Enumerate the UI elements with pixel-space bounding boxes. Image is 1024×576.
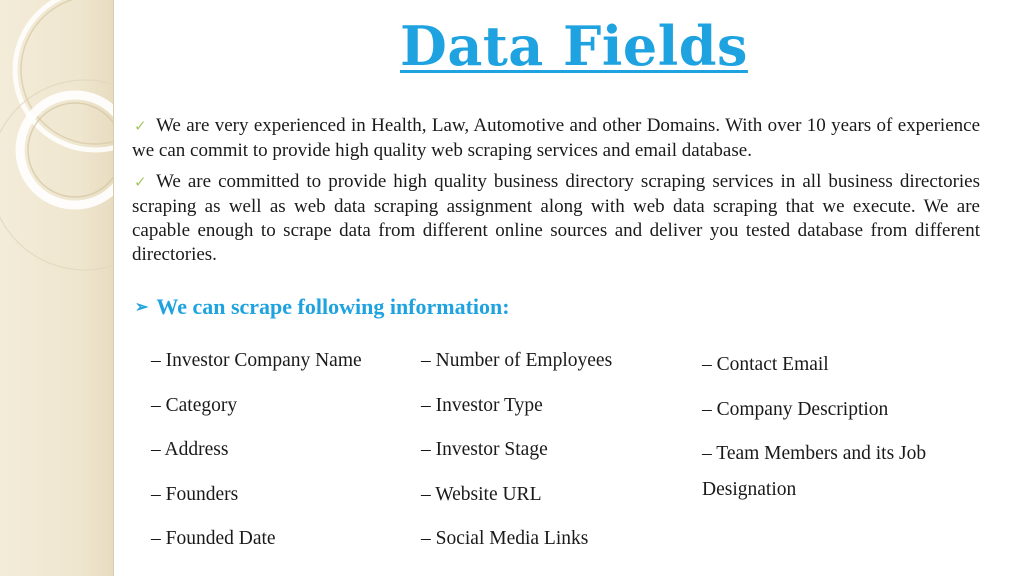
arrow-right-icon: ➢: [135, 299, 149, 316]
bullet-text: We are very experienced in Health, Law, Automotive and other Domains. With over 10 years of experience we can commit to provide high quality web scraping services and email database.: [132, 115, 980, 161]
field-founded-date: – Founded Date: [151, 528, 276, 549]
field-investor-stage: – Investor Stage: [421, 439, 548, 460]
field-social-media-links: – Social Media Links: [421, 528, 589, 549]
field-number-of-employees: – Number of Employees: [421, 350, 613, 371]
bullet-text: We are committed to provide high quality business directory scraping services in all business directories scraping as well as web data scraping assignment along with web data scraping that we execute. We are capable enough to scrape data from different online sources and deliver you tested database from different directories.: [132, 171, 980, 265]
checkmark-icon: ✓: [134, 175, 147, 191]
field-team-members: – Team Members and its Job Designation: [702, 443, 927, 500]
field-founders: – Founders: [151, 484, 239, 505]
field-contact-email: – Contact Email: [702, 354, 829, 375]
bullet-commitment: [132, 170, 980, 267]
field-category: – Category: [151, 395, 238, 416]
field-address: – Address: [151, 439, 229, 460]
page-title: Data Fields: [400, 14, 748, 78]
subheading-text: We can scrape following information:: [156, 294, 510, 319]
field-investor-type: – Investor Type: [421, 395, 543, 416]
field-website-url: – Website URL: [421, 484, 542, 505]
bullet-experience: [132, 114, 980, 163]
checkmark-icon: ✓: [134, 119, 147, 135]
decorative-side-panel: [0, 0, 114, 576]
decorative-rings: [0, 0, 113, 576]
field-company-description: – Company Description: [702, 399, 889, 420]
section-subheading: [135, 294, 510, 320]
field-investor-company-name: – Investor Company Name: [151, 350, 362, 371]
